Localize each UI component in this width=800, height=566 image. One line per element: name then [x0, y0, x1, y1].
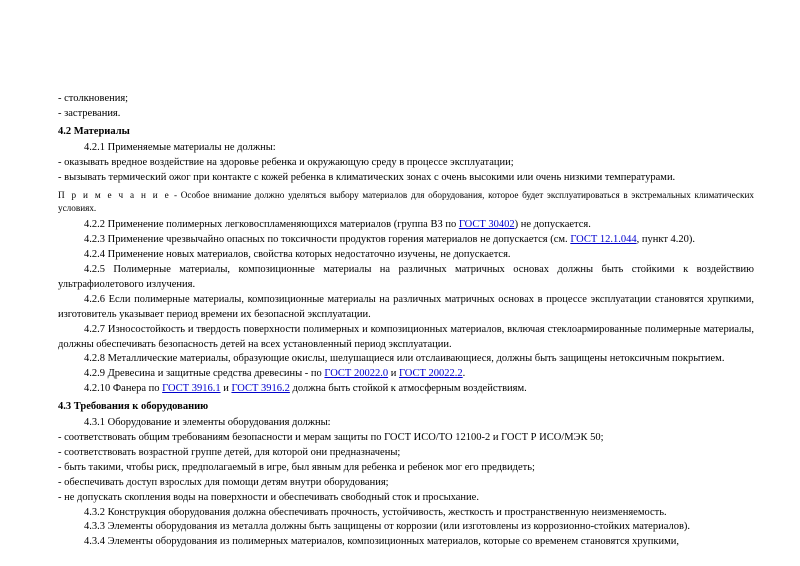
clause-4-2-5: 4.2.5 Полимерные материалы, композиционные материалы на различных матричных основах должны быть стойкими к воздействию ультрафиолетового излучения. [58, 264, 754, 290]
link-gost-3916-2[interactable]: ГОСТ 3916.2 [231, 383, 290, 395]
link-gost-12-1-044[interactable]: ГОСТ 12.1.044 [570, 234, 637, 246]
list-item: - вызывать термический ожог при контакте с кожей ребенка в климатических зонах с очень высокими или очень низкими температурами. [58, 171, 676, 183]
note-block [58, 189, 754, 214]
note-label: П р и м е ч а н и е [58, 190, 171, 201]
list-item: - застревания. [58, 107, 121, 119]
clause-text: . [462, 368, 466, 380]
list-item: - оказывать вредное воздействие на здоровье ребенка и окружающую среду в процессе эксплуатации; [58, 156, 514, 168]
clause-text: 4.2.10 Фанера по [84, 383, 163, 395]
section-heading-4-3: 4.3 Требования к оборудованию [58, 401, 209, 413]
clause-text: 4.2.2 Применение полимерных легковоспламеняющихся материалов (группа ВЗ по [84, 219, 459, 231]
document-body [58, 92, 754, 550]
clause-4-2-8: 4.2.8 Металлические материалы, образующие окислы, шелушащиеся или отслаивающиеся, должны быть защищены нетоксичным покрытием. [84, 353, 725, 365]
link-gost-3916-1[interactable]: ГОСТ 3916.1 [162, 383, 221, 395]
clause-4-2-4: 4.2.4 Применение новых материалов, свойства которых недостаточно изучены, не допускается. [84, 249, 511, 261]
clause-4-2-1: 4.2.1 Применяемые материалы не должны: [84, 141, 276, 153]
clause-4-3-1: 4.3.1 Оборудование и элементы оборудования должны: [84, 417, 331, 429]
list-item: - не допускать скопления воды на поверхности и обеспечивать свободный сток и просыхание. [58, 491, 479, 503]
section-heading-4-2: 4.2 Материалы [58, 125, 130, 137]
clause-text: , пункт 4.20). [636, 234, 696, 246]
clause-4-3-2: 4.3.2 Конструкция оборудования должна обеспечивать прочность, устойчивость, жесткость и пространственную неизменяемость. [84, 506, 667, 518]
note-text: - Особое внимание должно уделяться выбору материалов для оборудования, которое будет эксплуатироваться в экстремальных климатических условиях. [58, 190, 754, 213]
clause-4-2-7: 4.2.7 Износостойкость и твердость поверхности полимерных и композиционных материалов, включая стеклоармированные полимерные материалы, должны обеспечивать безопасность детей на всех установленный период эксплуатации. [58, 323, 754, 350]
list-item: - обеспечивать доступ взрослых для помощи детям внутри оборудования; [58, 476, 389, 488]
clause-4-2-9 [58, 367, 754, 382]
clause-4-2-3 [58, 233, 754, 248]
clause-text: должна быть стойкой к атмосферным воздействиям. [289, 383, 527, 395]
clause-text: 4.2.9 Древесина и защитные средства древесины - по [84, 368, 325, 380]
clause-text: 4.2.3 Применение чрезвычайно опасных по токсичности продуктов горения материалов не допускается (см. [84, 234, 571, 246]
clause-4-3-4: 4.3.4 Элементы оборудования из полимерных материалов, композиционных материалов, которые со временем становятся хрупкими, [84, 536, 679, 548]
clause-4-2-2 [58, 218, 754, 233]
link-gost-30402[interactable]: ГОСТ 30402 [458, 219, 515, 231]
clause-4-3-3: 4.3.3 Элементы оборудования из металла должны быть защищены от коррозии (или изготовлены из коррозионно-стойких материалов). [84, 521, 691, 533]
clause-text: ) не допускается. [514, 219, 591, 231]
list-item: - соответствовать возрастной группе детей, для которой они предназначены; [58, 446, 401, 458]
clause-4-2-10 [58, 382, 754, 397]
link-gost-20022-2[interactable]: ГОСТ 20022.2 [398, 368, 463, 380]
list-item: - соответствовать общим требованиям безопасности и мерам защиты по ГОСТ ИСО/ТО 12100-2 и ГОСТ Р ИСО/МЭК 50; [58, 431, 604, 443]
link-gost-20022-0[interactable]: ГОСТ 20022.0 [324, 368, 389, 380]
list-item: - столкновения; [58, 93, 129, 104]
list-item: - быть такими, чтобы риск, предполагаемый в игре, был явным для ребенка и ребенок мог его предвидеть; [58, 461, 535, 473]
clause-text: и [388, 368, 399, 380]
clause-4-2-6: 4.2.6 Если полимерные материалы, композиционные материалы на различных матричных основах в процессе эксплуатации становятся хрупкими, изготовитель указывает период времени их безопасной эксплуатации. [58, 293, 754, 320]
clause-text: и [220, 383, 232, 395]
